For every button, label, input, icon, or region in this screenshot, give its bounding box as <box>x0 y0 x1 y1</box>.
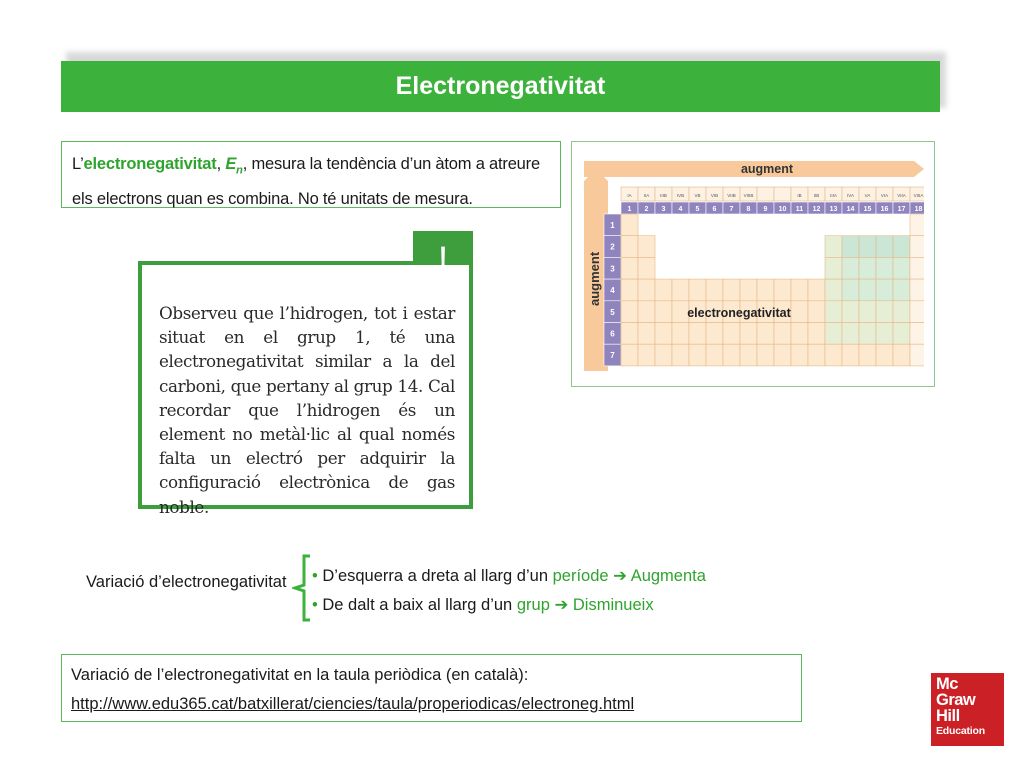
bullet-icon: • <box>312 567 318 585</box>
element-cell <box>621 236 638 258</box>
period-number-label: 3 <box>610 264 615 274</box>
element-cell <box>655 344 672 366</box>
variation-item-result: Augmenta <box>630 567 706 585</box>
element-cell <box>859 344 876 366</box>
element-cell <box>740 323 757 345</box>
group-roman-label: IIA <box>643 193 650 198</box>
group-number-label: 13 <box>829 206 838 213</box>
group-roman-label: IA <box>627 193 632 198</box>
variation-label: Variació d’electronegativitat <box>86 573 287 591</box>
element-cell <box>638 257 655 279</box>
element-cell <box>757 279 774 301</box>
element-cell <box>706 323 723 345</box>
element-cell <box>621 323 638 345</box>
element-cell <box>910 344 924 366</box>
group-number-label: 7 <box>729 206 734 213</box>
element-cell <box>910 236 924 258</box>
note-marker-tab <box>413 231 473 282</box>
element-cell <box>808 301 825 323</box>
page-title: Electronegativitat <box>395 72 606 100</box>
group-roman-cell <box>757 187 774 201</box>
element-cell <box>893 279 910 301</box>
element-cell <box>825 236 842 258</box>
period-number-label: 6 <box>610 329 615 339</box>
period-number-label: 1 <box>610 221 615 230</box>
element-cell <box>910 279 924 301</box>
group-number-label: 1 <box>627 206 632 213</box>
element-cell <box>723 323 740 345</box>
group-roman-label: VIIB <box>727 193 736 198</box>
period-number-label: 4 <box>610 286 615 296</box>
element-cell <box>672 323 689 345</box>
element-cell <box>757 323 774 345</box>
element-cell <box>893 344 910 366</box>
element-cell <box>808 344 825 366</box>
variation-item-result: Disminueix <box>572 596 654 614</box>
symbol-subscript: n <box>236 164 243 177</box>
period-number-label: 2 <box>610 242 615 252</box>
group-roman-label: IB <box>797 193 802 198</box>
element-cell <box>706 279 723 301</box>
element-cell <box>689 279 706 301</box>
definition-text-line2: els electrons quan es combina. No té unitats de mesura. <box>72 190 473 209</box>
element-cell <box>621 344 638 366</box>
bullet-icon: • <box>312 596 318 614</box>
element-cell <box>825 257 842 279</box>
element-cell <box>723 279 740 301</box>
group-number-label: 14 <box>846 206 855 213</box>
variation-item-text: D’esquerra a dreta al llarg d’un <box>322 567 549 585</box>
element-cell <box>672 279 689 301</box>
variation-list <box>312 562 706 620</box>
group-roman-label: VIB <box>710 193 719 198</box>
side-augment-label: augment <box>587 251 602 306</box>
element-cell <box>893 323 910 345</box>
element-cell <box>876 257 893 279</box>
element-cell <box>893 301 910 323</box>
element-cell <box>791 344 808 366</box>
link-box <box>61 654 802 722</box>
group-roman-label: IIB <box>813 193 820 198</box>
element-cell <box>621 257 638 279</box>
element-cell <box>842 236 859 258</box>
logo-line-mc: Mc <box>936 675 958 693</box>
group-roman-label: VB <box>694 193 701 198</box>
element-cell <box>638 344 655 366</box>
symbol-main: E <box>225 155 237 173</box>
element-cell <box>842 323 859 345</box>
element-cell <box>621 214 638 236</box>
variation-item-text: De dalt a baix al llarg d’un <box>322 596 513 614</box>
element-cell <box>859 236 876 258</box>
element-cell <box>808 279 825 301</box>
element-cell <box>791 279 808 301</box>
group-number-label: 11 <box>795 206 804 213</box>
element-cell <box>655 301 672 323</box>
element-cell <box>638 323 655 345</box>
variation-item-period <box>312 562 706 591</box>
element-cell <box>774 323 791 345</box>
group-number-label: 3 <box>661 206 666 213</box>
definition-prefix: L’ <box>72 155 84 173</box>
element-cell <box>621 279 638 301</box>
element-cell <box>876 279 893 301</box>
group-roman-label: VIIIA <box>913 193 924 198</box>
group-roman-label: VIIA <box>897 193 906 198</box>
logo-line-education: Education <box>936 725 985 737</box>
element-cell <box>740 344 757 366</box>
link-description: Variació de l’electronegativitat en la taula periòdica (en català): <box>71 666 529 684</box>
element-cell <box>655 323 672 345</box>
center-electronegativity-label: electronegativitat <box>687 306 791 320</box>
note-box <box>138 261 473 517</box>
logo-line-hill: Hill <box>936 707 960 725</box>
brace-path <box>295 556 310 620</box>
element-cell <box>876 301 893 323</box>
group-number-label: 8 <box>746 206 751 213</box>
element-cell <box>740 279 757 301</box>
group-number-label: 16 <box>880 206 889 213</box>
group-number-label: 18 <box>914 206 923 213</box>
element-cell <box>689 344 706 366</box>
element-cell <box>876 323 893 345</box>
element-cell <box>621 301 638 323</box>
element-cell <box>859 257 876 279</box>
group-number-label: 10 <box>778 206 787 213</box>
group-roman-label: VA <box>864 193 871 198</box>
element-cell <box>825 301 842 323</box>
element-cell <box>825 279 842 301</box>
group-roman-label: IVB <box>676 193 685 198</box>
element-cell <box>842 344 859 366</box>
element-cell <box>723 344 740 366</box>
element-cell <box>825 344 842 366</box>
element-cell <box>893 236 910 258</box>
element-cell <box>757 344 774 366</box>
group-number-label: 2 <box>644 206 649 213</box>
group-roman-label: IIIB <box>660 193 667 198</box>
element-cell <box>689 323 706 345</box>
note-text: Observeu que l’hidrogen, tot i estar situat en el grup 1, té una electronegativitat similar a la del carboni, que pertany al grup 14. Cal recordar que l’hidrogen és un element no metàl·lic al qual només falta un electró per adquirir la configuració electrònica de gas noble. <box>159 303 455 517</box>
element-cell <box>706 344 723 366</box>
left-brace-icon <box>292 553 314 623</box>
group-number-label: 12 <box>812 206 821 213</box>
element-cell <box>910 323 924 345</box>
periodic-table-diagram <box>584 161 924 371</box>
element-cell <box>876 344 893 366</box>
element-cell <box>910 301 924 323</box>
title-bar <box>61 61 940 112</box>
element-cell <box>859 323 876 345</box>
element-cell <box>808 323 825 345</box>
logo-line-graw: Graw <box>936 691 976 709</box>
element-cell <box>825 323 842 345</box>
element-cell <box>859 301 876 323</box>
element-cell <box>842 301 859 323</box>
definition-term: electronegativitat <box>83 155 217 173</box>
definition-separator: , <box>216 155 226 173</box>
group-number-label: 15 <box>863 206 872 213</box>
element-cell <box>893 257 910 279</box>
external-link[interactable]: http://www.edu365.cat/batxillerat/ciencies/taula/properiodicas/electroneg.html <box>71 695 635 713</box>
group-roman-label: IIIA <box>830 193 837 198</box>
element-cell <box>638 279 655 301</box>
element-cell <box>842 279 859 301</box>
element-cell <box>638 301 655 323</box>
period-number-label: 5 <box>610 307 615 317</box>
element-cell <box>842 257 859 279</box>
definition-box <box>61 141 561 208</box>
mcgraw-hill-logo <box>931 673 1004 746</box>
definition-symbol <box>225 155 243 177</box>
element-cell <box>638 236 655 258</box>
top-augment-label: augment <box>740 162 794 176</box>
periodic-table-figure <box>571 141 935 387</box>
group-roman-label: IVA <box>847 193 854 198</box>
element-cell <box>774 344 791 366</box>
element-cell <box>774 279 791 301</box>
element-cell <box>859 279 876 301</box>
element-cell <box>655 279 672 301</box>
element-cell <box>876 236 893 258</box>
group-roman-cell <box>774 187 791 201</box>
group-number-label: 17 <box>897 206 906 213</box>
element-cell <box>791 323 808 345</box>
element-cell <box>910 214 924 236</box>
group-roman-label: VIA <box>880 193 889 198</box>
group-number-label: 5 <box>695 206 700 213</box>
arrow-right-icon: ➔ <box>554 596 569 614</box>
group-roman-label: VIIIB <box>743 193 754 198</box>
table-grid <box>604 187 924 366</box>
period-number-label: 7 <box>610 351 615 361</box>
definition-text-line1: , mesura la tendència d’un àtom a atreure <box>242 155 540 173</box>
group-number-label: 9 <box>763 206 768 213</box>
element-cell <box>910 257 924 279</box>
element-cell <box>672 344 689 366</box>
group-number-label: 4 <box>678 206 683 213</box>
element-cell <box>791 301 808 323</box>
variation-item-group <box>312 591 706 620</box>
group-number-label: 6 <box>712 206 717 213</box>
variation-item-key: grup <box>516 596 550 614</box>
exclamation-icon: ! <box>437 240 449 282</box>
arrow-right-icon: ➔ <box>613 567 627 585</box>
variation-item-key: període <box>552 567 609 585</box>
